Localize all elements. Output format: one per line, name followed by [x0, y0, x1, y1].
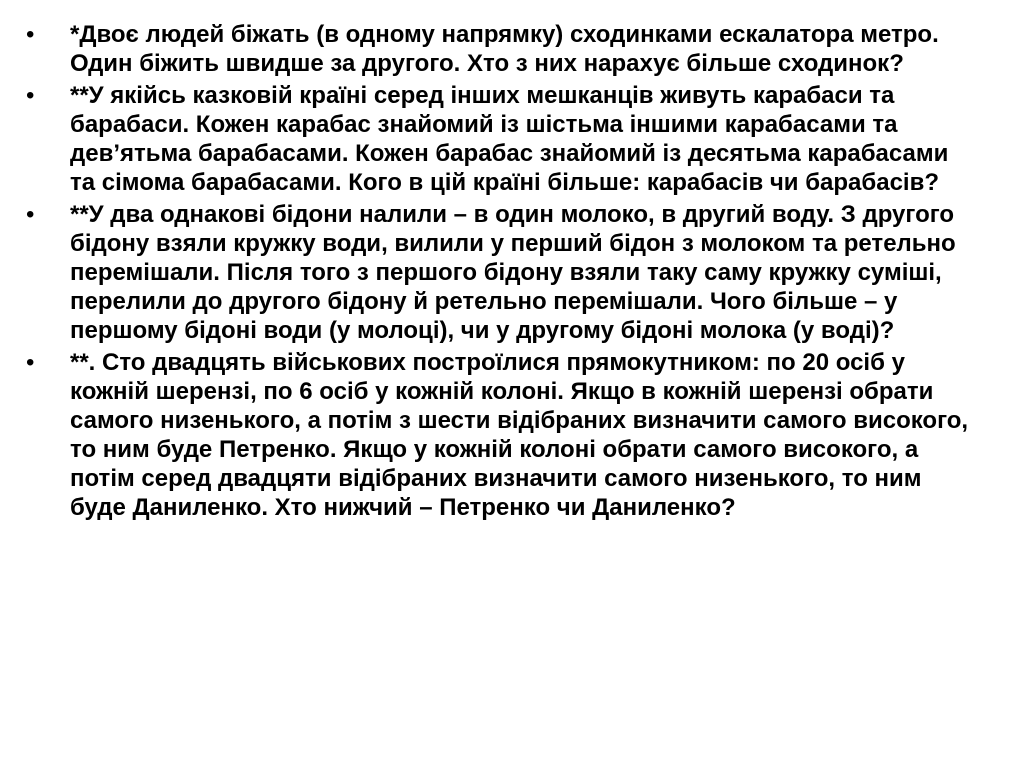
bullet-text: **У якійсь казковій країні серед інших мешканців живуть карабаси та барабаси. Кожен карабас знайомий із шістьма іншими карабасами та дев’ятьма барабасами. Кожен барабас знайомий із десятьма карабасами та сімома барабасами. Кого в цій країні більше: карабасів чи барабасів? — [70, 82, 949, 196]
bullet-icon: • — [26, 349, 35, 376]
bullet-text: *Двоє людей біжать (в одному напрямку) сходинками ескалатора метро. Один біжить швидше за другого. Хто з них нарахує більше сходинок? — [70, 21, 939, 77]
bullet-list — [26, 20, 976, 525]
bullet-text: **У два однакові бідони налили – в один молоко, в другий воду. З другого бідону взяли кружку води, вилили у перший бідон з молоком та ретельно перемішали. Після того з першого бідону взяли таку саму кружку суміші, перелили до другого бідону й ретельно перемішали. Чого більше – у першому бідоні води (у молоці), чи у другому бідоні молока (у воді)? — [70, 201, 956, 344]
bullet-item-karabasy — [26, 81, 976, 197]
bullet-item-cans — [26, 200, 976, 345]
bullet-icon: • — [26, 21, 35, 48]
bullet-text: **. Сто двадцять військових построїлися прямокутником: по 20 осіб у кожній шерензі, по 6 осіб у кожній колоні. Якщо в кожній шерензі обрати самого низенького, а потім з шести відібраних визначити самого високого, то ним буде Петренко. Якщо у кожній колоні обрати самого високого, а потім серед двадцяти відібраних визначити самого низенького, то ним буде Даниленко. Хто нижчий – Петренко чи Даниленко? — [70, 349, 969, 521]
bullet-icon: • — [26, 201, 35, 228]
bullet-icon: • — [26, 82, 35, 109]
bullet-item-soldiers — [26, 348, 976, 522]
bullet-item-escalator — [26, 20, 976, 78]
